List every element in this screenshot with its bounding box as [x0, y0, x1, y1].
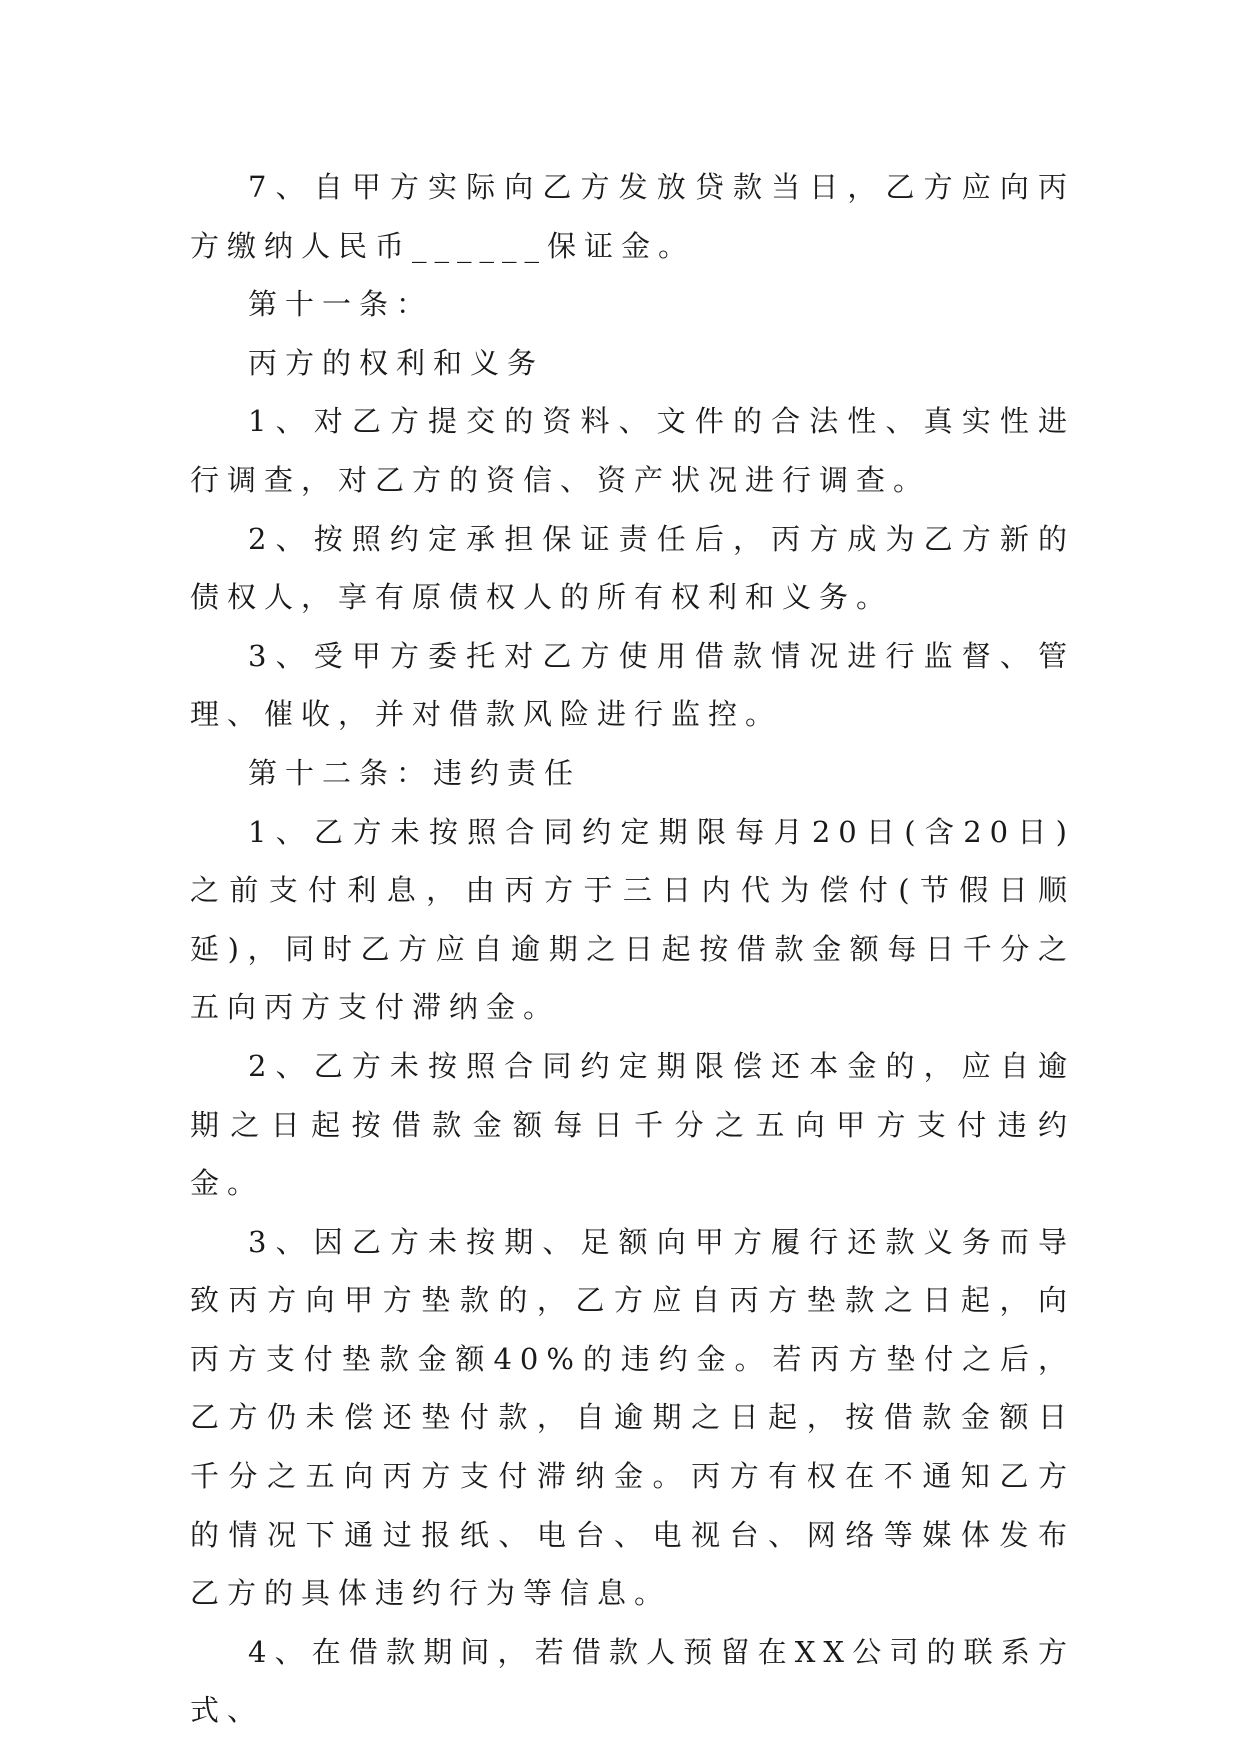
- paragraph-item-3: 3、受甲方委托对乙方使用借款情况进行监督、管理、催收，并对借款风险进行监控。: [190, 638, 1075, 732]
- section-heading-rights-obligations: 丙方的权利和义务: [248, 345, 545, 380]
- document-body: [190, 158, 1075, 1740]
- paragraph-breach-4: 4、在借款期间，若借款人预留在XX公司的联系方式、: [190, 1634, 1075, 1728]
- paragraph-breach-1: 1、乙方未按照合同约定期限每月20日(含20日)之前支付利息，由丙方于三日内代为偿付(节假日顺延)，同时乙方应自逾期之日起按借款金额每日千分之五向丙方支付滞纳金。: [190, 814, 1075, 1025]
- article-11-heading: 第十一条：: [248, 287, 434, 322]
- paragraph-item-2: 2、按照约定承担保证责任后，丙方成为乙方新的债权人，享有原债权人的所有权利和义务。: [190, 521, 1075, 615]
- article-12-heading: 第十二条：违约责任: [248, 755, 582, 790]
- paragraph-breach-2: 2、乙方未按照合同约定期限偿还本金的，应自逾期之日起按借款金额每日千分之五向甲方支付违约金。: [190, 1048, 1075, 1201]
- paragraph-item-1: 1、对乙方提交的资料、文件的合法性、真实性进行调查，对乙方的资信、资产状况进行调查。: [190, 404, 1075, 497]
- paragraph-breach-3: 3、因乙方未按期、足额向甲方履行还款义务而导致丙方向甲方垫款的，乙方应自丙方垫款之日起，向丙方支付垫款金额40%的违约金。若丙方垫付之后，乙方仍未偿还垫付款，自逾期之日起，按借款金额日千分之五向丙方支付滞纳金。丙方有权在不通知乙方的情况下通过报纸、电台、电视台、网络等媒体发布乙方的具体违约行为等信息。: [190, 1224, 1075, 1611]
- paragraph-clause-7: 7、自甲方实际向乙方发放贷款当日，乙方应向丙方缴纳人民币______保证金。: [190, 170, 1075, 263]
